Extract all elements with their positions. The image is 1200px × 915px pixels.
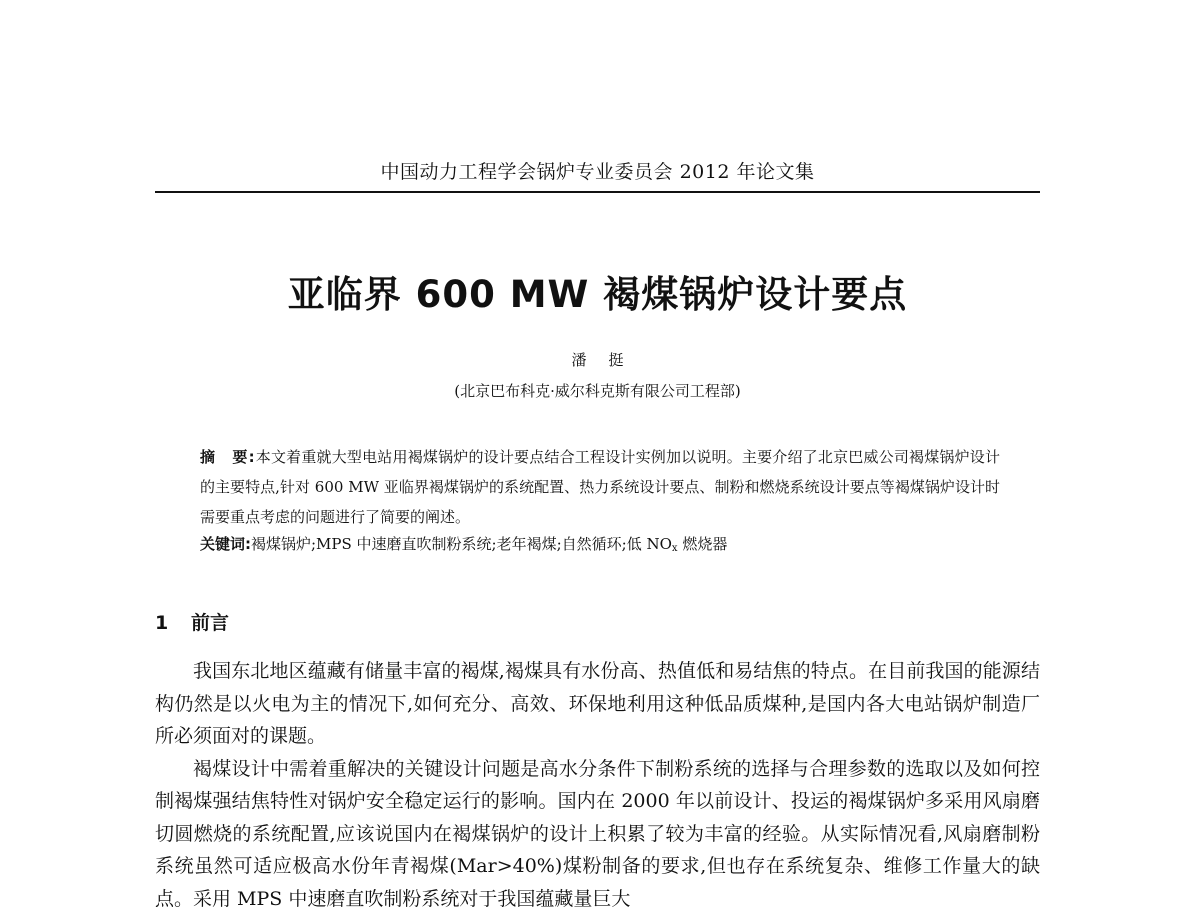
section-heading — [155, 608, 229, 638]
section-number: 1 — [155, 608, 191, 638]
section-title: 前言 — [191, 612, 229, 634]
keywords-subscript: x — [672, 543, 678, 554]
header-rule — [155, 191, 1040, 193]
running-header: 中国动力工程学会锅炉专业委员会 2012 年论文集 — [155, 158, 1040, 186]
keywords-suffix: 燃烧器 — [678, 535, 728, 553]
author-affiliation: (北京巴布科克·威尔科克斯有限公司工程部) — [155, 381, 1040, 401]
author-name: 潘挺 — [155, 350, 1040, 370]
body-paragraph: 褐煤设计中需着重解决的关键设计问题是高水分条件下制粉系统的选择与合理参数的选取以及如何控制褐煤强结焦特性对锅炉安全稳定运行的影响。国内在 2000 年以前设计、投运的褐煤锅炉多采用风扇磨切圆燃烧的系统配置,应该说国内在褐煤锅炉的设计上积累了较为丰富的经验。从实际情况看,风扇磨制粉系统虽然可适应极高水份年青褐煤(Mar>40%)煤粉制备的要求,但也存在系统复杂、维修工作量大的缺点。采用 MPS 中速磨直吹制粉系统对于我国蕴藏量巨大 — [155, 753, 1040, 915]
section-body — [155, 655, 1040, 915]
abstract — [200, 442, 1000, 532]
body-paragraph: 我国东北地区蕴藏有储量丰富的褐煤,褐煤具有水份高、热值低和易结焦的特点。在目前我国的能源结构仍然是以火电为主的情况下,如何充分、高效、环保地利用这种低品质煤种,是国内各大电站锅炉制造厂所必须面对的课题。 — [155, 655, 1040, 753]
abstract-text: 本文着重就大型电站用褐煤锅炉的设计要点结合工程设计实例加以说明。主要介绍了北京巴威公司褐煤锅炉设计的主要特点,针对 600 MW 亚临界褐煤锅炉的系统配置、热力系统设计要点、制粉和燃烧系统设计要点等褐煤锅炉设计时需要重点考虑的问题进行了简要的阐述。 — [200, 448, 1000, 526]
keywords-label: 关键词: — [200, 535, 251, 553]
paper-title: 亚临界 600 MW 褐煤锅炉设计要点 — [155, 270, 1040, 320]
keywords-text: 褐煤锅炉;MPS 中速磨直吹制粉系统;老年褐煤;自然循环;低 NO — [251, 535, 672, 553]
keywords — [200, 529, 1000, 564]
abstract-label: 摘 要: — [200, 448, 256, 466]
